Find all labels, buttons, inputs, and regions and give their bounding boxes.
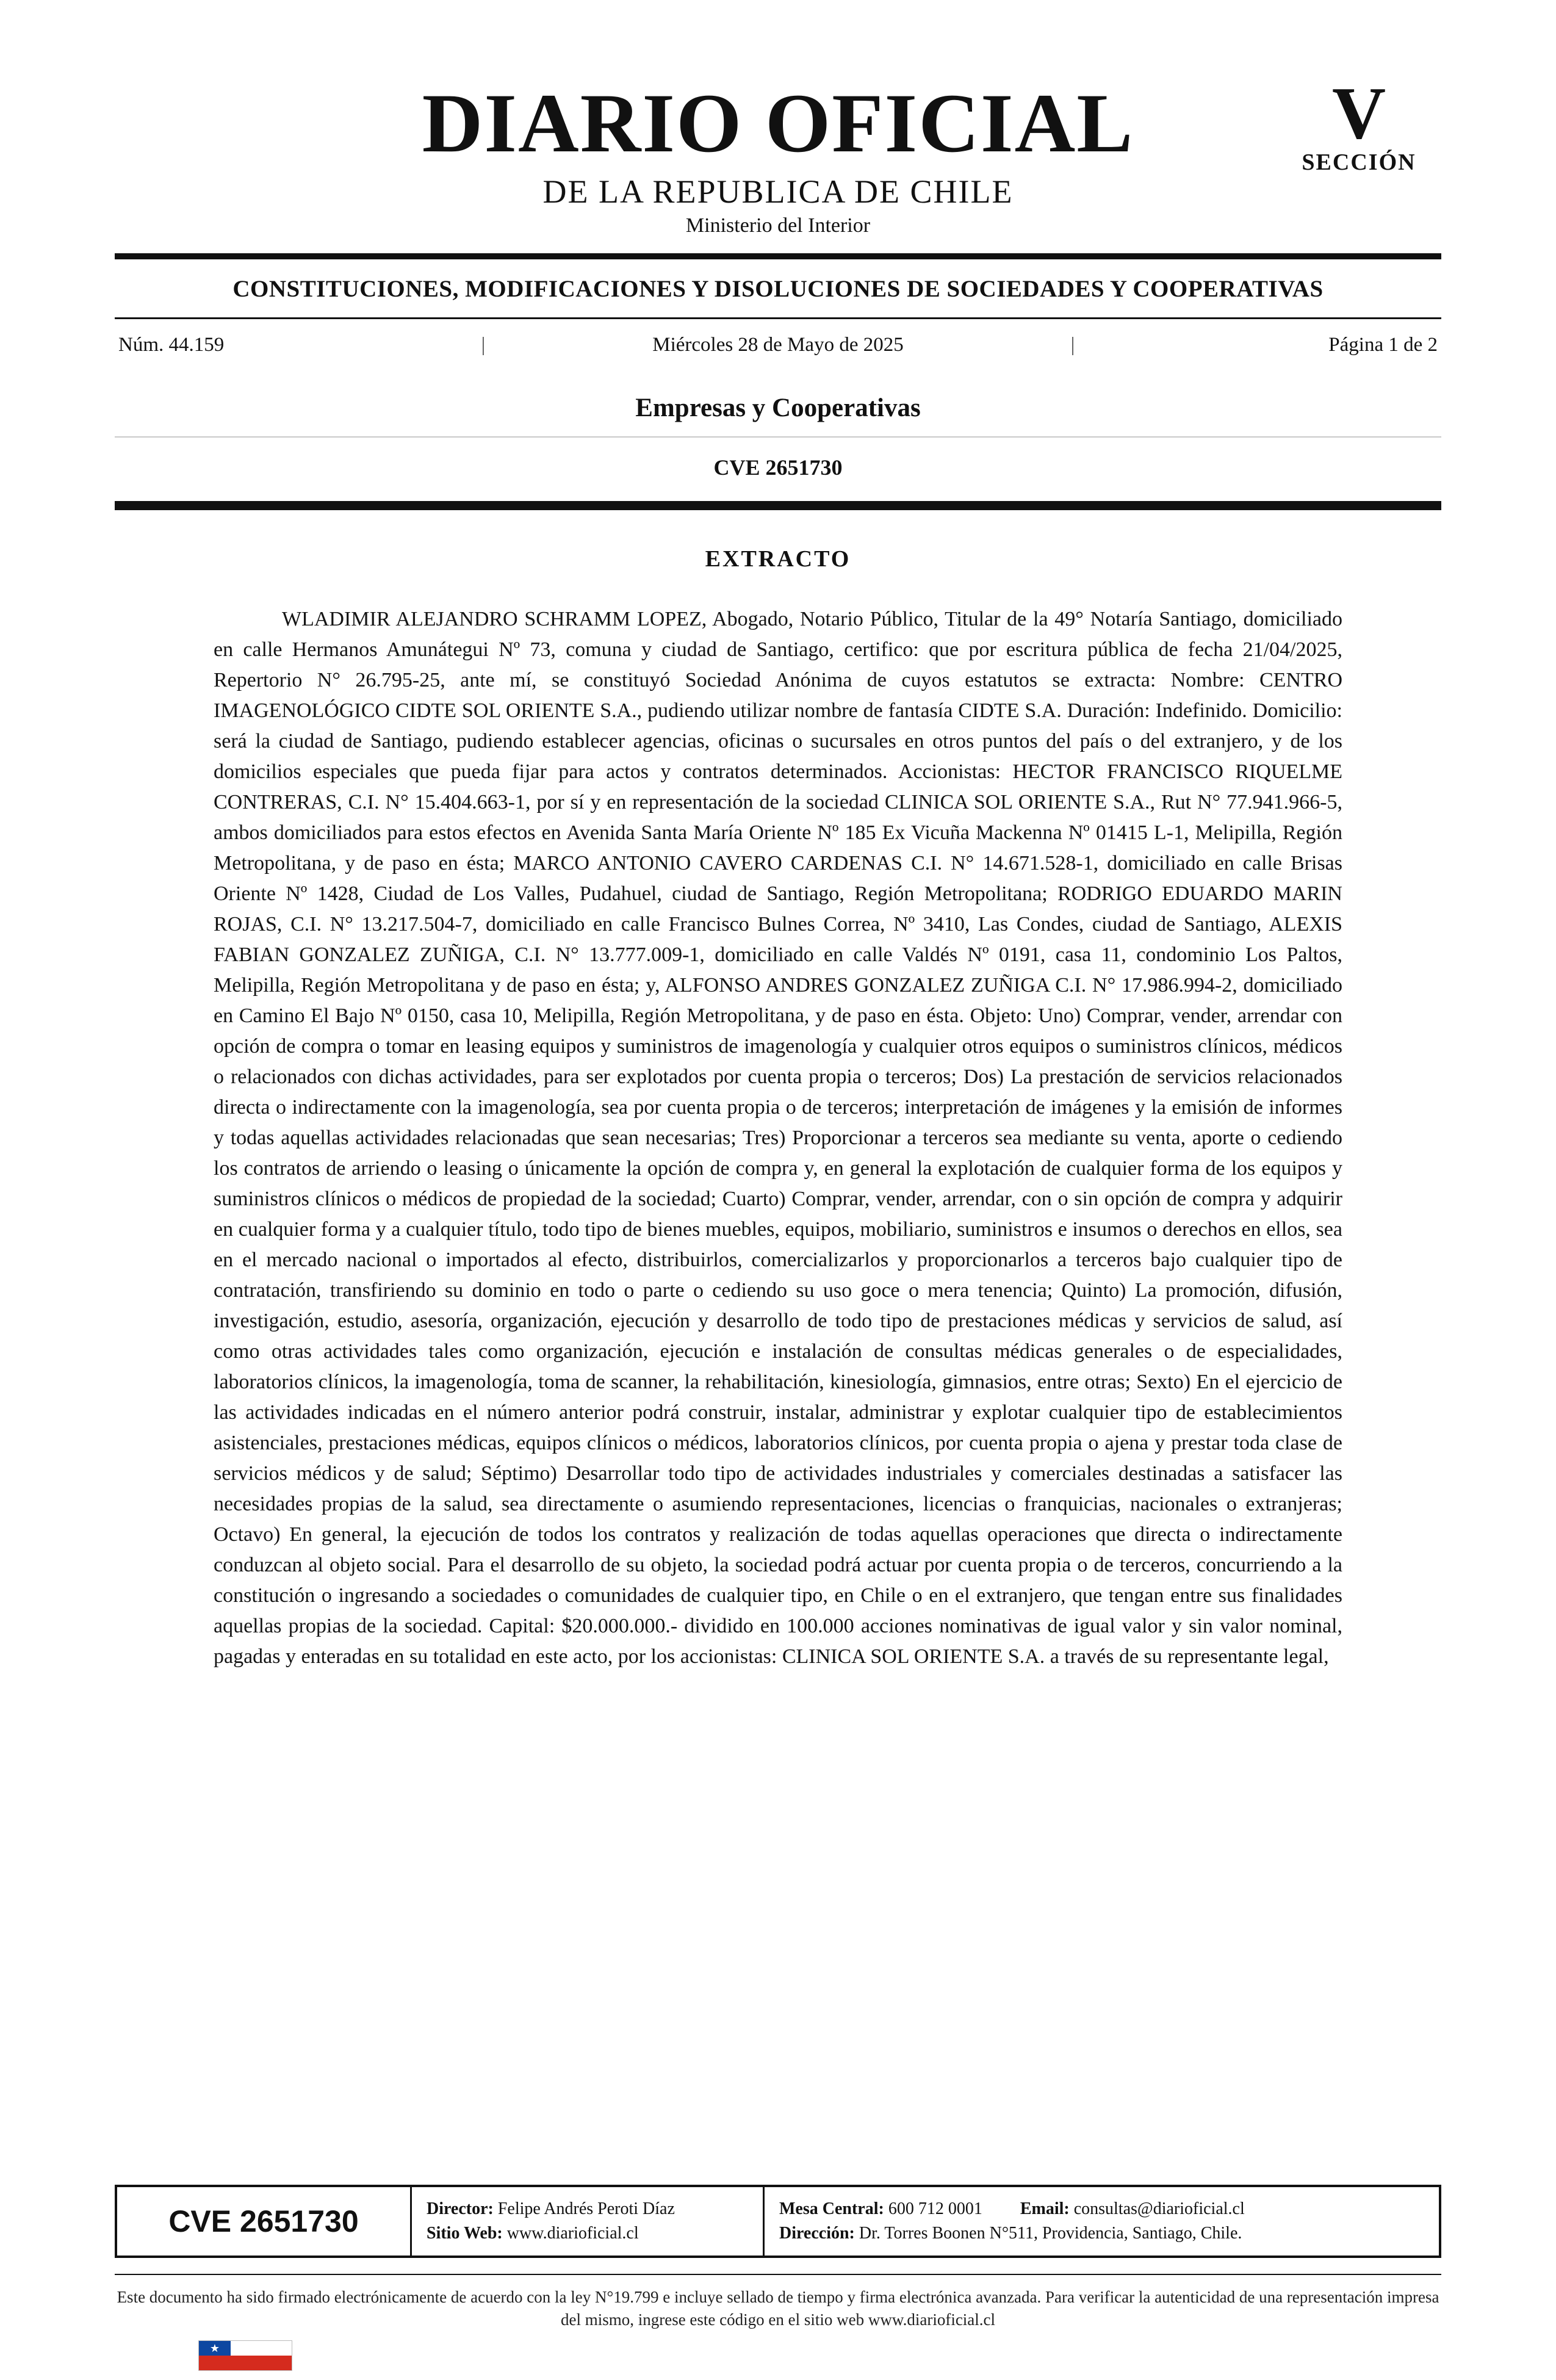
footer-director-line [427, 2197, 748, 2221]
issue-number: Núm. 44.159 [118, 333, 225, 356]
meta-separator-right: | [1070, 333, 1075, 356]
issue-date: Miércoles 28 de Mayo de 2025 [652, 333, 904, 356]
section-title-rule [115, 436, 1441, 438]
chile-flag-red [199, 2356, 292, 2370]
body-top-rule [115, 501, 1441, 510]
masthead [115, 72, 1441, 237]
section-label: SECCIÓN [1302, 150, 1416, 176]
document-heading: EXTRACTO [705, 546, 851, 572]
section-title: Empresas y Cooperativas [635, 393, 921, 422]
email-label: Email: [1020, 2199, 1070, 2218]
meta-separator-left: | [481, 333, 486, 356]
legal-notice: Este documento ha sido firmado electrónicamente de acuerdo con la ley N°19.799 e incluye sellado de tiempo y firma electrónica avanzada. Para verificar la autenticidad de una representación impresa del mismo, ingrese este código en el sitio web www.diarioficial.cl [115, 2274, 1441, 2331]
footer-area [115, 2185, 1441, 2370]
phone-value: 600 712 0001 [888, 2199, 982, 2218]
chile-flag-white [231, 2341, 292, 2356]
ministry-line: Ministerio del Interior [685, 214, 871, 237]
masthead-center [115, 76, 1441, 237]
issue-meta-row [115, 319, 1441, 369]
address-value: Dr. Torres Boonen N°511, Providencia, Santiago, Chile. [859, 2224, 1242, 2243]
footer-phone-email-line [779, 2197, 1424, 2221]
footer-address-line [779, 2221, 1424, 2246]
masthead-rule [115, 253, 1441, 259]
section-box [1277, 74, 1441, 176]
chile-flag-canton: ★ [199, 2341, 231, 2356]
section-letter: V [1331, 72, 1386, 154]
document-body-paragraph: WLADIMIR ALEJANDRO SCHRAMM LOPEZ, Abogado, Notario Público, Titular de la 49° Notaría Santiago, domiciliado en calle Hermanos Amunátegui Nº 73, comuna y ciudad de Santiago, certifico: que por escritura pública de fecha 21/04/2025, Repertorio N° 26.795-25, ante mí, se constituyó Sociedad Anónima de cuyos estatutos se extracta: Nombre: CENTRO IMAGENOLÓGICO CIDTE SOL ORIENTE S.A., pudiendo utilizar nombre de fantasía CIDTE S.A. Duración: Indefinido. Domicilio: será la ciudad de Santiago, pudiendo establecer agencias, oficinas o sucursales en otros puntos del país o del extranjero, y de los domicilios especiales que pueda fijar para actos y contratos determinados. Accionistas: HECTOR FRANCISCO RIQUELME CONTRERAS, C.I. N° 15.404.663-1, por sí y en representación de la sociedad CLINICA SOL ORIENTE S.A., Rut N° 77.941.966-5, ambos domiciliados para estos efectos en Avenida Santa María Oriente Nº 185 Ex Vicuña Mackenna Nº 01415 L-1, Melipilla, Región Metropolitana, y de paso en ésta; MARCO ANTONIO CAVERO CARDENAS C.I. N° 14.671.528-1, domiciliado en calle Brisas Oriente Nº 1428, Ciudad de Los Valles, Pudahuel, ciudad de Santiago, Región Metropolitana; RODRIGO EDUARDO MARIN ROJAS, C.I. N° 13.217.504-7, domiciliado en calle Francisco Bulnes Correa, Nº 3410, Las Condes, ciudad de Santiago, ALEXIS FABIAN GONZALEZ ZUÑIGA, C.I. N° 13.777.009-1, domiciliado en calle Valdés Nº 0191, casa 11, condominio Los Paltos, Melipilla, Región Metropolitana y de paso en ésta; y, ALFONSO ANDRES GONZALEZ ZUÑIGA C.I. N° 17.986.994-2, domiciliado en Camino El Bajo Nº 0150, casa 10, Melipilla, Región Metropolitana, y de paso en ésta. Objeto: Uno) Comprar, vender, arrendar con opción de compra o tomar en leasing equipos y suministros de imagenología y cualquier otros equipos o suministros clínicos, médicos o relacionados con dichas actividades, para ser explotados por cuenta propia o terceros; Dos) La prestación de servicios relacionados directa o indirectamente con la imagenología, sea por cuenta propia o de terceros; interpretación de imágenes y la emisión de informes y todas aquellas actividades relacionadas que sean necesarias; Tres) Proporcionar a terceros sea mediante su venta, aporte o cediendo los contratos de arriendo o leasing o únicamente la opción de compra y, en general la explotación de cualquier forma de los equipos y suministros clínicos o médicos de propiedad de la sociedad; Cuarto) Comprar, vender, arrendar, con o sin opción de compra y adquirir en cualquier forma y a cualquier título, todo tipo de bienes muebles, equipos, mobiliario, suministros e insumos o derechos en ellos, sea en el mercado nacional o importados al efecto, distribuirlos, comercializarlos y proporcionarlos a terceros bajo cualquier tipo de contratación, transfiriendo su dominio en todo o parte o cediendo su uso goce o mera tenencia; Quinto) La promoción, difusión, investigación, estudio, asesoría, organización, ejecución y desarrollo de todo tipo de prestaciones médicas y servicios de salud, así como otras actividades tales como organización, ejecución e instalación de consultas médicas generales o de especialidades, laboratorios clínicos, la imagenología, toma de scanner, la rehabilitación, kinesiología, gimnasios, entre otras; Sexto) En el ejercicio de las actividades indicadas en el número anterior podrá construir, instalar, administrar y explotar cualquier tipo de establecimientos asistenciales, prestaciones médicas, equipos clínicos o médicos, laboratorios clínicos, por cuenta propia o ajena y prestar toda clase de servicios médicos y de salud; Séptimo) Desarrollar todo tipo de actividades industriales y comerciales destinadas a satisfacer las necesidades propias de la salud, sea directamente o asumiendo representaciones, licencias o franquicias, nacionales o extranjeras; Octavo) En general, la ejecución de todos los contratos y realización de todas aquellas operaciones que directa o indirectamente conduzcan al objeto social. Para el desarrollo de su objeto, la sociedad podrá actuar por cuenta propia o de terceros, concurriendo a la constitución o ingresando a sociedades o comunidades de cualquier tipo, en Chile o en el extranjero, que tengan entre sus finalidades aquellas propias de la sociedad. Capital: $20.000.000.- dividido en 100.000 acciones nominativas de igual valor y sin valor nominal, pagadas y enteradas en su totalidad en este acto, por los accionistas: CLINICA SOL ORIENTE S.A. a través de su representante legal, [214, 607, 1342, 1668]
chile-flag-icon [199, 2341, 292, 2370]
director-label: Director: [427, 2199, 494, 2218]
cve-code-top: CVE 2651730 [713, 455, 843, 480]
footer-director-cell [412, 2187, 763, 2256]
director-value: Felipe Andrés Peroti Díaz [497, 2199, 675, 2218]
newspaper-subtitle: DE LA REPUBLICA DE CHILE [542, 173, 1014, 210]
footer-cve-code: CVE 2651730 [168, 2204, 359, 2238]
footer-website-line [427, 2221, 748, 2246]
footer-box [115, 2185, 1441, 2258]
email-value: consultas@diarioficial.cl [1073, 2199, 1245, 2218]
chile-flag-top [199, 2341, 292, 2356]
footer-contact-cell [765, 2187, 1439, 2256]
website-label: Sitio Web: [427, 2224, 503, 2243]
page-number: Página 1 de 2 [1328, 333, 1438, 356]
website-value: www.diarioficial.cl [506, 2224, 639, 2243]
address-label: Dirección: [779, 2224, 855, 2243]
phone-label: Mesa Central: [779, 2199, 884, 2218]
category-banner: CONSTITUCIONES, MODIFICACIONES Y DISOLUCIONES DE SOCIEDADES Y COOPERATIVAS [232, 275, 1324, 302]
newspaper-title: DIARIO OFICIAL [422, 76, 1134, 170]
